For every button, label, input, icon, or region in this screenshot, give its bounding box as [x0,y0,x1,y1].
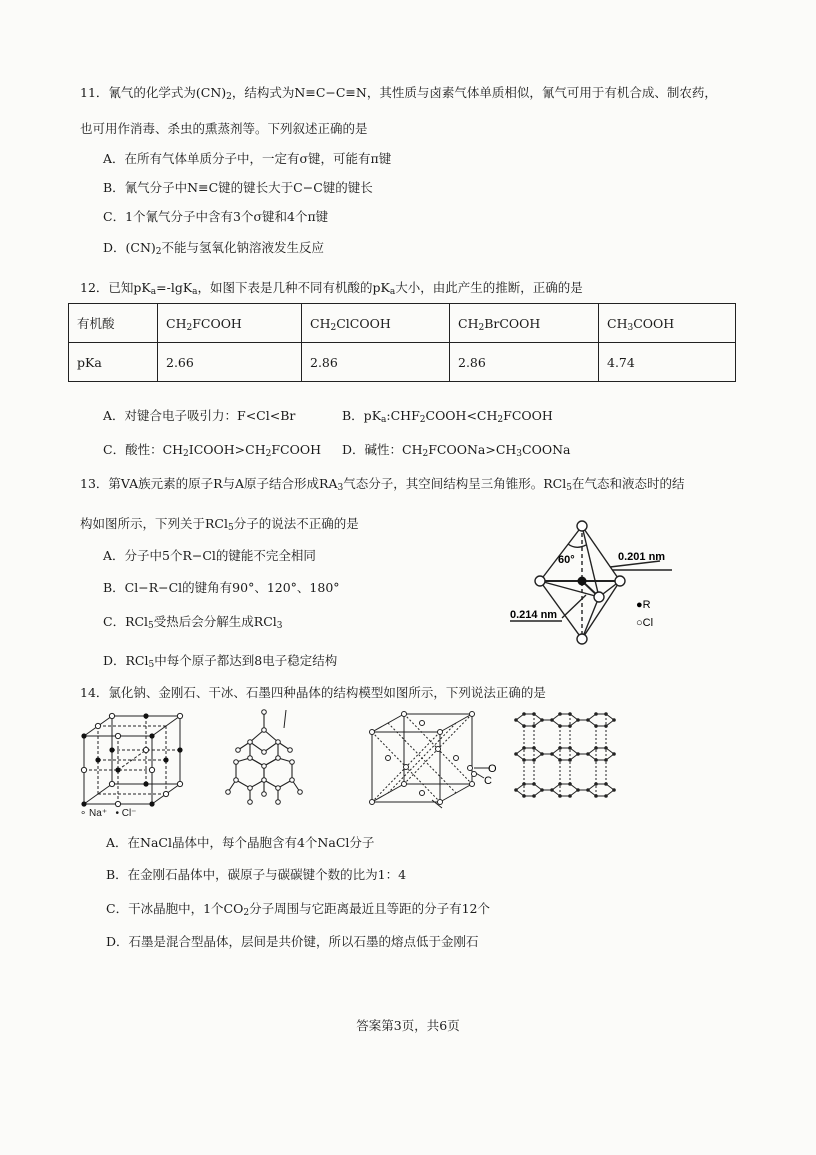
q11-option-b: B．氰气分子中N≡C键的键长大于C−C键的键长 [103,180,373,195]
table-cell: 2.86 [302,343,450,382]
q11-stem-line2: 也可用作消毒、杀虫的熏蒸剂等。下列叙述正确的是 [80,121,368,136]
table-header-acid: 有机酸 [69,304,158,343]
q12-stem: 12．已知$pK_a=-\lg K_a$，如图下表是几种不同有机酸的$pK_a$大小，由此产生的推断，正确的是 [80,280,583,297]
nacl-crystal-figure [78,710,188,820]
bond-length-label-equatorial: 0.214 nm [510,609,558,621]
q14-option-b: B．在金刚石晶体中，碳原子与碳碳键个数的比为1：4 [106,867,407,882]
atom-label-c: C [484,775,492,787]
dry-ice-crystal-figure [362,708,502,808]
table-header-ch3cooh: $CH_3COOH$ [599,304,736,343]
q12-option-c: C．酸性：$CH_2ICOOH>CH_2FCOOH$ [103,442,321,459]
q13-stem-line2: 构如图所示，下列关于RCl$_5$分子的说法不正确的是 [80,516,359,533]
atom-label-o: O [488,763,497,775]
q14-option-c: C．干冰晶胞中，1个$CO_2$分子周围与它距离最近且等距的分子有12个 [106,901,490,918]
q13-option-c: C．RCl$_5$受热后会分解生成RCl$_3$ [103,614,283,631]
rcl5-structure-figure [500,515,700,650]
q14-option-d: D．石墨是混合型晶体，层间是共价键，所以石墨的熔点低于金刚石 [106,934,479,949]
q11-stem-line1: 11．氰气的化学式为$(CN)_2$，结构式为N≡C−C≡N，其性质与卤素气体单质相似，氰气可用于有机合成、制农药， [80,85,717,102]
q13-option-a: A．分子中5个R−Cl的键能不完全相同 [103,548,316,563]
table-row [69,343,736,382]
table-cell: 2.66 [158,343,302,382]
q13-option-b: B．Cl−R−Cl的键角有90°、120°、180° [103,580,340,595]
table-cell: 4.74 [599,343,736,382]
table-cell: 2.86 [450,343,599,382]
table-row [69,304,736,343]
q13-option-d: D．RCl$_5$中每个原子都达到8电子稳定结构 [103,653,338,670]
legend-cl-ion: • Cl⁻ [115,808,137,819]
graphite-crystal-figure [512,710,622,806]
q11-option-c: C．1个氰气分子中含有3个σ键和4个π键 [103,209,329,224]
q14-option-a: A．在NaCl晶体中，每个晶胞含有4个NaCl分子 [106,835,375,850]
bond-length-label-axial: 0.201 nm [618,551,666,563]
q12-option-d: D．碱性：$CH_2FCOONa>CH_3COONa$ [342,442,571,459]
q12-option-b: B．$pK_a:CHF_2COOH<CH_2FCOOH$ [342,408,553,425]
table-header-ch2brcooh: $CH_2BrCOOH$ [450,304,599,343]
nacl-legend [80,808,136,819]
table-header-ch2clcooh: $CH_2ClCOOH$ [302,304,450,343]
table-row-label: pKa [69,343,158,382]
legend-r: ●R [636,599,651,611]
q12-option-a: A．对键合电子吸引力：F<Cl<Br [103,408,296,423]
angle-label: 60° [558,554,575,566]
pka-table [68,303,736,382]
q11-option-a: A．在所有气体单质分子中，一定有σ键，可能有π键 [103,151,392,166]
legend-cl: ○Cl [636,617,654,629]
page-footer: 答案第3页，共6页 [356,1018,460,1033]
q11-option-d: D．$(CN)_2$不能与氢氧化钠溶液发生反应 [103,240,325,257]
diamond-crystal-figure [214,708,314,808]
table-header-ch2fcooh: $CH_2FCOOH$ [158,304,302,343]
q14-stem: 14．氯化钠、金刚石、干冰、石墨四种晶体的结构模型如图所示，下列说法正确的是 [80,685,546,700]
q13-stem-line1: 13．第VA族元素的原子R与A原子结合形成$RA_3$气态分子，其空间结构呈三角锥形。RCl$_5$在气态和液态时的结 [80,476,685,493]
legend-na: ∘ Na⁺ [80,808,108,819]
